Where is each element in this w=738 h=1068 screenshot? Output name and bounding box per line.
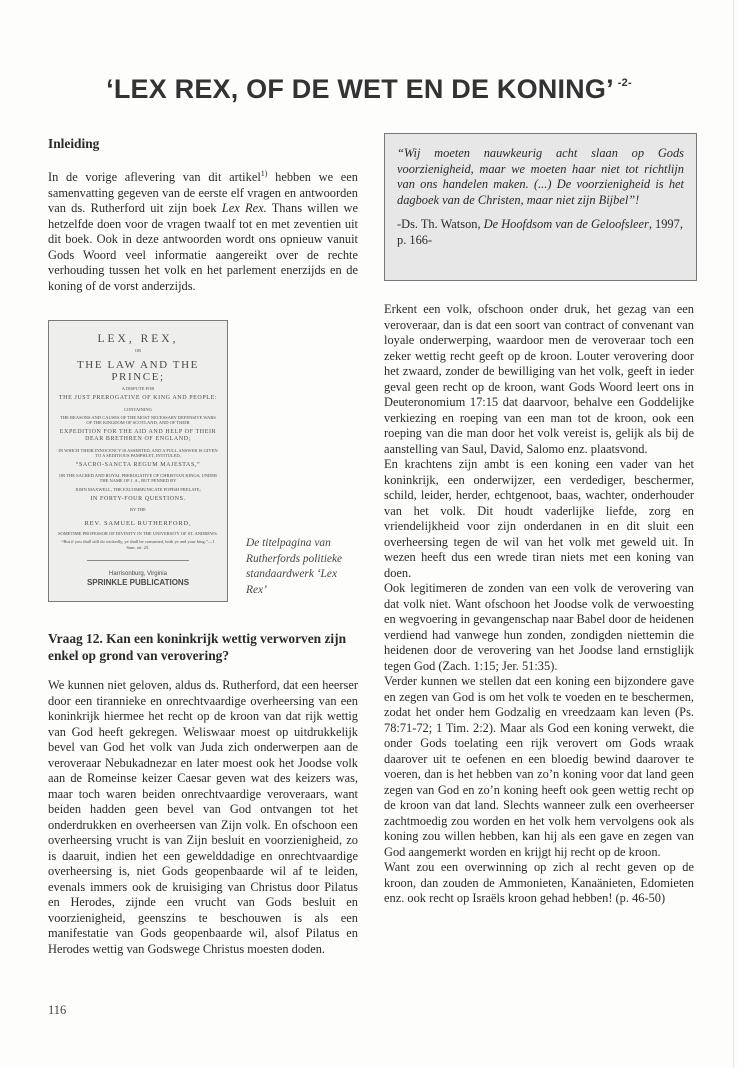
paragraph-overwinning: Want zou een overwinning op zich al recht geven op de kroon, dan zouden de Ammonieten, Kanaänieten, Edomieten enz. ook recht op Israëls kroon gehad hebben! (p. 46-50) (384, 860, 694, 905)
image-caption: De titelpagina van Rutherfords politieke standaardwerk ‘Lex Rex’ (246, 537, 343, 596)
paragraph-verder: Verder kunnen we stellen dat een koning een bijzondere gave en zegen van God is om het volk te voeden en te beschermen, zodat het onder hem Godzalig en vreedzaam kan leven (Ps. 78:71-72; 1 Tim. 2:2). Maar als God een koning verwekt, die onder Gods toelating een rijk verovert om Gods wraak daarover uit te oefenen en een bloedig bewind daarover te voeren, dan is het hebben van zo’n koning voor dat land geen zegen van God en zo’n koning heeft ook geen wettig recht op de kroon van dat land. Slechts wanneer zulk een overheerser zachtmoedig zou worden en het volk hem vervolgens ook als koning zou willen hebben, kan hij als een gave en zegen van God aangemerkt worden en krijgt hij recht op de kroon. (384, 674, 694, 859)
left-column-lower (48, 630, 358, 957)
article-title (0, 74, 738, 105)
scan-rule (87, 560, 189, 561)
title-page-image: LEX, REX, OR THE LAW AND THE PRINCE; A DISPUTE FOR THE JUST PREROGATIVE OF KING AND PEOPLE: CONTAINING THE REASONS AND CAUSES OF THE MOST NECESSARY DEFENSIVE WARS OF THE KINGDOM OF SCOTLAND, AND OF THEIR EXPEDITION FOR THE AID AND HELP OF THEIR DEAR BRETHREN OF ENGLAND; IN WHICH THEIR INNOCENCY IS ASSERTED, AND A FULL ANSWER IS GIVEN TO A SEDITIOUS PAMPHLET, INTITULED, “SACRO-SANCTA REGUM MAJESTAS,” OR THE SACRED AND ROYAL PREROGATIVE OF CHRISTIAN KINGS; UNDER THE NAME OF J. A., BUT PENNED BY JOHN MAXWELL, THE EXCOMMUNICATE POPISH PRELATE; IN FORTY-FOUR QUESTIONS. BY THE REV. SAMUEL RUTHERFORD, SOMETIME PROFESSOR OF DIVINITY IN THE UNIVERSITY OF ST. ANDREWS. “But if you shall still do wickedly, ye shall be consumed, both ye and your king.”—1 Sam. xii. 25. Harrisonburg, Virginia SPRINKLE PUBLICATIONS (48, 320, 228, 602)
title-part-number: -2- (617, 77, 632, 89)
page-edge (733, 0, 734, 1068)
heading-vraag-12: Vraag 12. Kan een koninkrijk wettig verworven zijn enkel op grond van verovering? (48, 631, 347, 663)
left-column (48, 135, 358, 294)
right-column (384, 302, 694, 907)
paragraph-zonden: Ook legitimeren de zonden van een volk de verovering van dat volk niet. Want ofschoon het Joodse volk de verwoesting en wegvoering in gevangenschap naar Babel door de heidenen verdiend had vanwege hun zonden, zondigden niettemin die heidenen door de verovering van het Joodse land ernstiglijk tegen God (Zach. 1:15; Jer. 51:35). (384, 581, 694, 673)
quote-text: “Wij moeten nauwkeurig acht slaan op Gods voorzienigheid, maar we moeten haar niet tot richtlijn van ons handelen maken. (...) De voorzienigheid is het dagboek van de Christen, maar niet zijn Bijbel”! (397, 146, 684, 207)
intro-paragraph: In de vorige aflevering van dit artikel$^{1)}$ hebben we een samenvatting gegeven van de eerste elf vragen en antwoorden van ds. Rutherford uit zijn boek Lex Rex. Thans willen we hetzelfde doen voor de vragen twaalf tot en met zeventien uit dit boek. Ook in deze antwoorden wordt ons opnieuw vanuit Gods Woord veel informatie aangereikt over de rechte verhouding tussen het volk en het parlement enerzijds en de koning of de vorst anderzijds. (48, 169, 358, 293)
title-text: ‘LEX REX, OF DE WET EN DE KONING’ (106, 74, 614, 104)
paragraph-erkent: Erkent een volk, ofschoon onder druk, het gezag van een veroveraar, dan is dat een soort van contract of convenant van loyale onderwerping, waardoor men de veroveraar toch een zeker wettig recht geeft op de kroon. Louter verovering door het zwaard, zonder de bewilliging van het volk, geeft in ieder geval geen recht op de kroon, want Gods Woord leert ons in Deuteronomium 17:15 dat daarvoor, behalve een Goddelijke verkiezing en roeping van een man tot de kroon, ook een roeping van die man door het volk vereist is, gelijk als bij de aanstelling van Saul, David, Salomo enz. plaatsvond. (384, 302, 694, 456)
heading-inleiding: Inleiding (48, 136, 100, 151)
vraag-12-paragraph: We kunnen niet geloven, aldus ds. Rutherford, dat een heerser door een tirannieke en onrechtvaardige overheersing van een koninkrijk hiermee het recht op de kroon van dat rijk wettig van God heeft gekregen. Weliswaar moest op uitdrukkelijk bevel van God het volk van Juda zich onderwerpen aan de veroveraar Nebukadnezar en later moest ook het Joodse volk aan de Romeinse keizer Caesar geven wat des keizers was, maar toch waren beiden onrechtvaardige veroveraars, want beiden hadden geen bevel van God ontvangen tot het onderdrukken en overheersen van Zijn volk. En ofschoon een overheersing vrucht is van Zijn besluit en voorzienigheid, zo is daaruit, indien het een gewelddadige en onrechtvaardige overheersing is, niet Gods geopenbaarde wil af te leiden, evenals immers ook de kruisiging van Christus door Pilatus en Herodes, zijnde een vrucht van Gods besluit en voorzienigheid, geenszins te beschouwen is als een manifestatie van Gods geopenbaarde wil, alsof Pilatus en Herodes wettig van Godswege Christus moesten doden. (48, 678, 358, 956)
page-number: 116 (48, 1003, 67, 1017)
footnote-ref: 1) (260, 169, 268, 178)
quote-box (384, 133, 697, 281)
paragraph-krachtens: En krachtens zijn ambt is een koning een vader van het koninkrijk, een onderwijzer, een verdediger, beschermer, schild, leider, herder, echtgenoot, baas, wachter, onderhouder van het volk. Dit houdt vaderlijke liefde, zorg en vriendelijkheid voor zijn onderdanen in en dit sluit een overheersing tegen de wil van het volk met geweld uit. In wezen heeft dus een wrede tiran niets met een koning van doen. (384, 457, 694, 580)
quote-source: -Ds. Th. Watson, De Hoofdsom van de Geloofsleer, 1997, p. 166- (397, 217, 683, 247)
